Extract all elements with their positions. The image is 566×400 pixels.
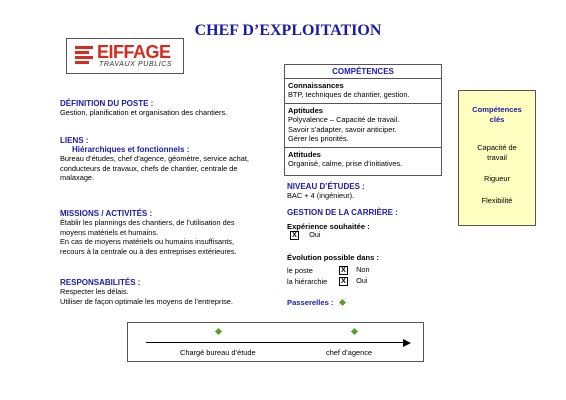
hierarchie-row <box>339 276 368 286</box>
cles-item: Capacité de <box>477 143 517 152</box>
cles-heading-line: clés <box>489 115 505 124</box>
evolution-label: Évolution possible dans : <box>287 253 379 262</box>
liens-heading: LIENS : <box>60 136 89 145</box>
competences-cles-box <box>458 90 536 226</box>
definition-text: Gestion, planification et organisation des chantiers. <box>60 108 228 117</box>
responsabilites-text <box>60 287 278 306</box>
poste-row <box>339 265 370 275</box>
experience-checkbox[interactable]: X <box>290 231 299 240</box>
niveau-text: BAC + 4 (ingénieur). <box>287 191 355 200</box>
attitudes-line: Organisé, calme, prise d’initiatives. <box>288 159 403 168</box>
hierarchie-value: Oui <box>356 276 368 285</box>
missions-line: Établir les plannings des chantiers, de l’utilisation des <box>60 218 235 227</box>
passerelles-box <box>127 322 424 362</box>
passerelles-row <box>287 298 345 307</box>
logo-sub: TRAVAUX PUBLICS <box>99 61 173 68</box>
diamond-icon <box>215 328 222 335</box>
responsabilites-heading: RESPONSABILITÉS : <box>60 278 141 287</box>
attitudes-label: Attitudes <box>288 150 321 159</box>
liens-subheading: Hiérarchiques et fonctionnels : <box>72 145 190 154</box>
experience-value: Oui <box>309 230 321 239</box>
missions-line: moyens matériels et humains. <box>60 227 159 237</box>
niveau-heading: NIVEAU D’ÉTUDES : <box>287 182 365 191</box>
liens-line: Bureau d’études, chef d’agence, géomètre, service achat, <box>60 154 249 163</box>
connaissances-label: Connaissances <box>288 81 344 90</box>
missions-line: En cas de moyens matériels ou humains insuffisants, <box>60 237 235 246</box>
hierarchie-checkbox[interactable]: X <box>339 277 348 286</box>
poste-label: le poste <box>287 266 313 275</box>
experience-row <box>290 230 321 240</box>
page-title: CHEF D’EXPLOITATION <box>194 22 382 39</box>
hierarchie-label: la hiérarchie <box>287 277 328 286</box>
logo-bars-icon <box>75 46 93 64</box>
career-arrow-line <box>146 342 405 343</box>
competences-connaissances <box>285 79 441 104</box>
arrow-right-icon <box>403 339 411 347</box>
definition-heading: DÉFINITION DU POSTE : <box>60 99 154 108</box>
passerelles-label: Passerelles : <box>287 298 334 307</box>
missions-text <box>60 218 278 256</box>
cles-heading-line: Compétences <box>472 105 522 114</box>
missions-heading: MISSIONS / ACTIVITÉS : <box>60 209 153 218</box>
connaissances-line: BTP, techniques de chantier, gestion. <box>288 90 410 99</box>
aptitudes-line: Savoir s’adapter, savoir anticiper. <box>288 124 397 134</box>
passerelle-right: chef d’agence <box>326 348 373 357</box>
cles-item: travail <box>487 152 507 162</box>
eiffage-logo <box>66 38 184 74</box>
cles-heading <box>459 105 535 125</box>
diamond-icon <box>351 328 358 335</box>
cles-item: Flexibilité <box>481 195 513 205</box>
missions-line: recours à la centrale ou à des entreprises extérieures. <box>60 246 237 256</box>
liens-line: malaxage. <box>60 173 95 182</box>
poste-checkbox[interactable]: X <box>339 266 348 275</box>
cles-item: Rigueur <box>484 174 510 183</box>
responsabilites-line: Utiliser de façon optimale les moyens de l’entreprise. <box>60 296 233 306</box>
liens-line: conducteurs de travaux, chefs de chantier, centrale de <box>60 163 238 173</box>
competences-box <box>284 64 442 176</box>
competences-heading: COMPÉTENCES <box>285 65 441 79</box>
aptitudes-label: Aptitudes <box>288 106 324 115</box>
responsabilites-line: Respecter les délais. <box>60 287 129 296</box>
competences-attitudes <box>285 148 441 171</box>
logo-brand: EIFFAGE <box>97 42 171 62</box>
passerelle-left: Chargé bureau d’étude <box>180 348 256 357</box>
diamond-icon <box>339 299 346 306</box>
liens-text <box>60 154 278 183</box>
aptitudes-line: Gérer les priorités. <box>288 134 349 143</box>
carriere-heading: GESTION DE LA CARRIÈRE : <box>287 208 398 217</box>
experience-label: Expérience souhaitée : <box>287 222 370 231</box>
poste-value: Non <box>356 265 370 274</box>
aptitudes-line: Polyvalence – Capacité de travail. <box>288 115 400 124</box>
competences-aptitudes <box>285 104 441 148</box>
